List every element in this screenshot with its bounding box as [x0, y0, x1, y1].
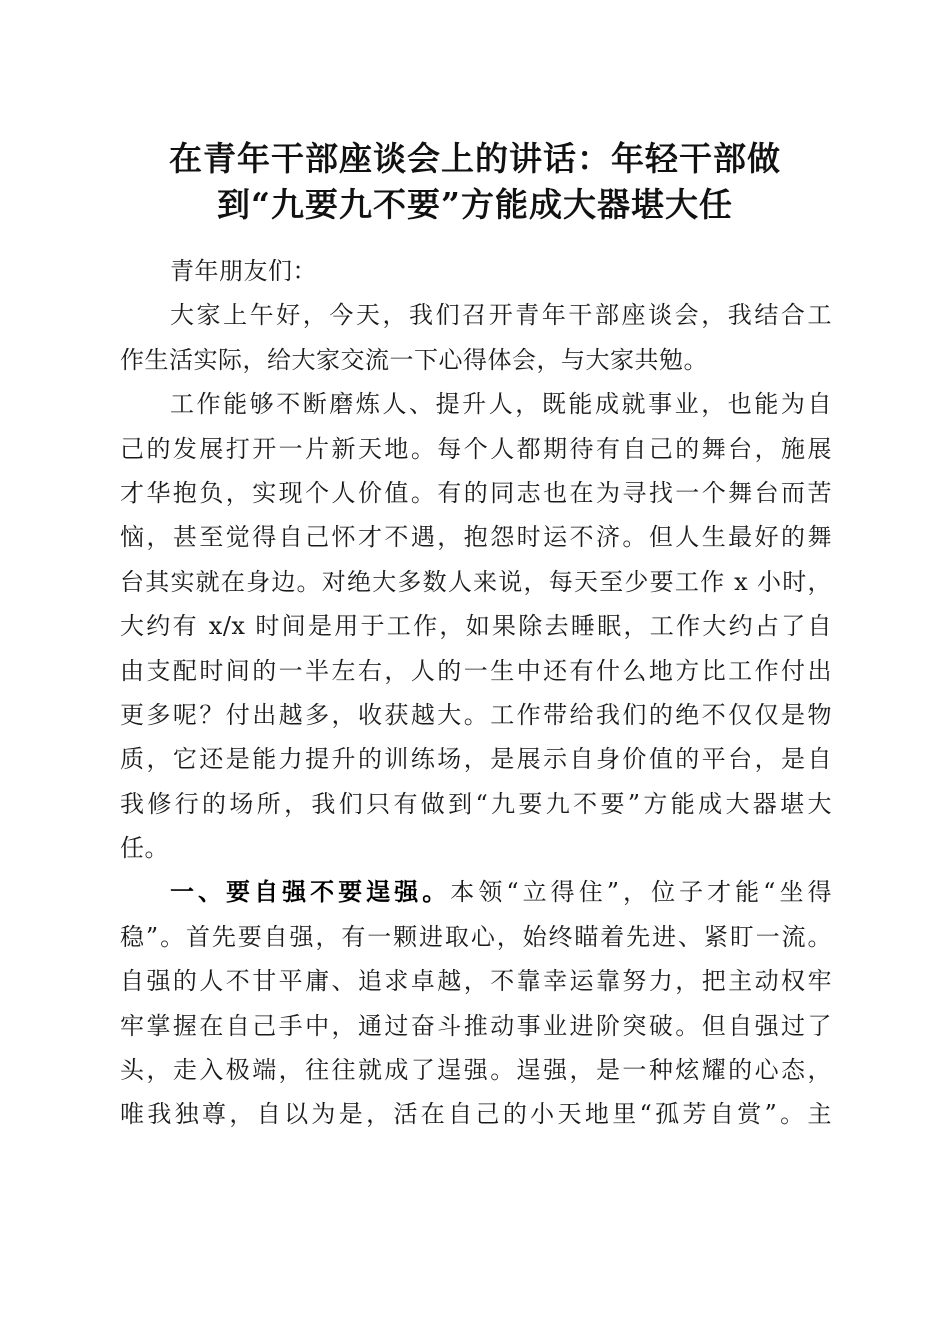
text-line: 作生活实际，给大家交流一下心得体会，与大家共勉。: [120, 345, 708, 374]
text-line: 稳”。首先要自强，有一颗进取心，始终瞄着先进、紧盯一流。: [120, 922, 832, 951]
text-line: 自强的人不甘平庸、追求卓越，不靠幸运靠努力，把主动权牢: [120, 967, 832, 996]
text-line: 台其实就在身边。对绝大多数人来说，每天至少要工作 x 小时，: [120, 567, 832, 596]
text-line: 己的发展打开一片新天地。每个人都期待有自己的舞台，施展: [120, 434, 832, 463]
document-title: [120, 136, 830, 228]
document-body: [120, 249, 832, 1137]
text-line: 质，它还是能力提升的训练场，是展示自身价值的平台，是自: [120, 745, 832, 774]
text-line: 大家上午好，今天，我们召开青年干部座谈会，我结合工: [170, 301, 832, 330]
text-line: 才华抱负，实现个人价值。有的同志也在为寻找一个舞台而苦: [120, 478, 832, 507]
text-line: 任。: [120, 834, 169, 863]
text-line: 大约有 x/x 时间是用于工作，如果除去睡眠，工作大约占了自: [120, 612, 832, 641]
title-line-2: 到“九要九不要”方能成大器堪大任: [217, 185, 733, 224]
text-line: 工作能够不断磨炼人、提升人，既能成就事业，也能为自: [170, 390, 832, 419]
title-line-1: 在青年干部座谈会上的讲话：年轻干部做: [169, 139, 781, 178]
text-line: 更多呢？付出越多，收获越大。工作带给我们的绝不仅仅是物: [120, 700, 832, 729]
section-heading-line: [120, 870, 832, 914]
text-line: 头，走入极端，往往就成了逞强。逞强，是一种炫耀的心态，: [120, 1056, 832, 1085]
text-line: 我修行的场所，我们只有做到“九要九不要”方能成大器堪大: [120, 789, 832, 818]
text-line: 恼，甚至觉得自己怀才不遇，抱怨时运不济。但人生最好的舞: [120, 523, 832, 552]
section-heading-text: 本领“立得住”，位子才能“坐得: [450, 878, 833, 907]
text-line: 唯我独尊，自以为是，活在自己的小天地里“孤芳自赏”。主: [120, 1100, 832, 1129]
section-heading: 一、要自强不要逞强。: [170, 877, 451, 907]
salutation: 青年朋友们：: [170, 257, 317, 285]
text-line: 牢掌握在自己手中，通过奋斗推动事业进阶突破。但自强过了: [120, 1011, 832, 1040]
text-line: 由支配时间的一半左右，人的一生中还有什么地方比工作付出: [120, 656, 832, 685]
